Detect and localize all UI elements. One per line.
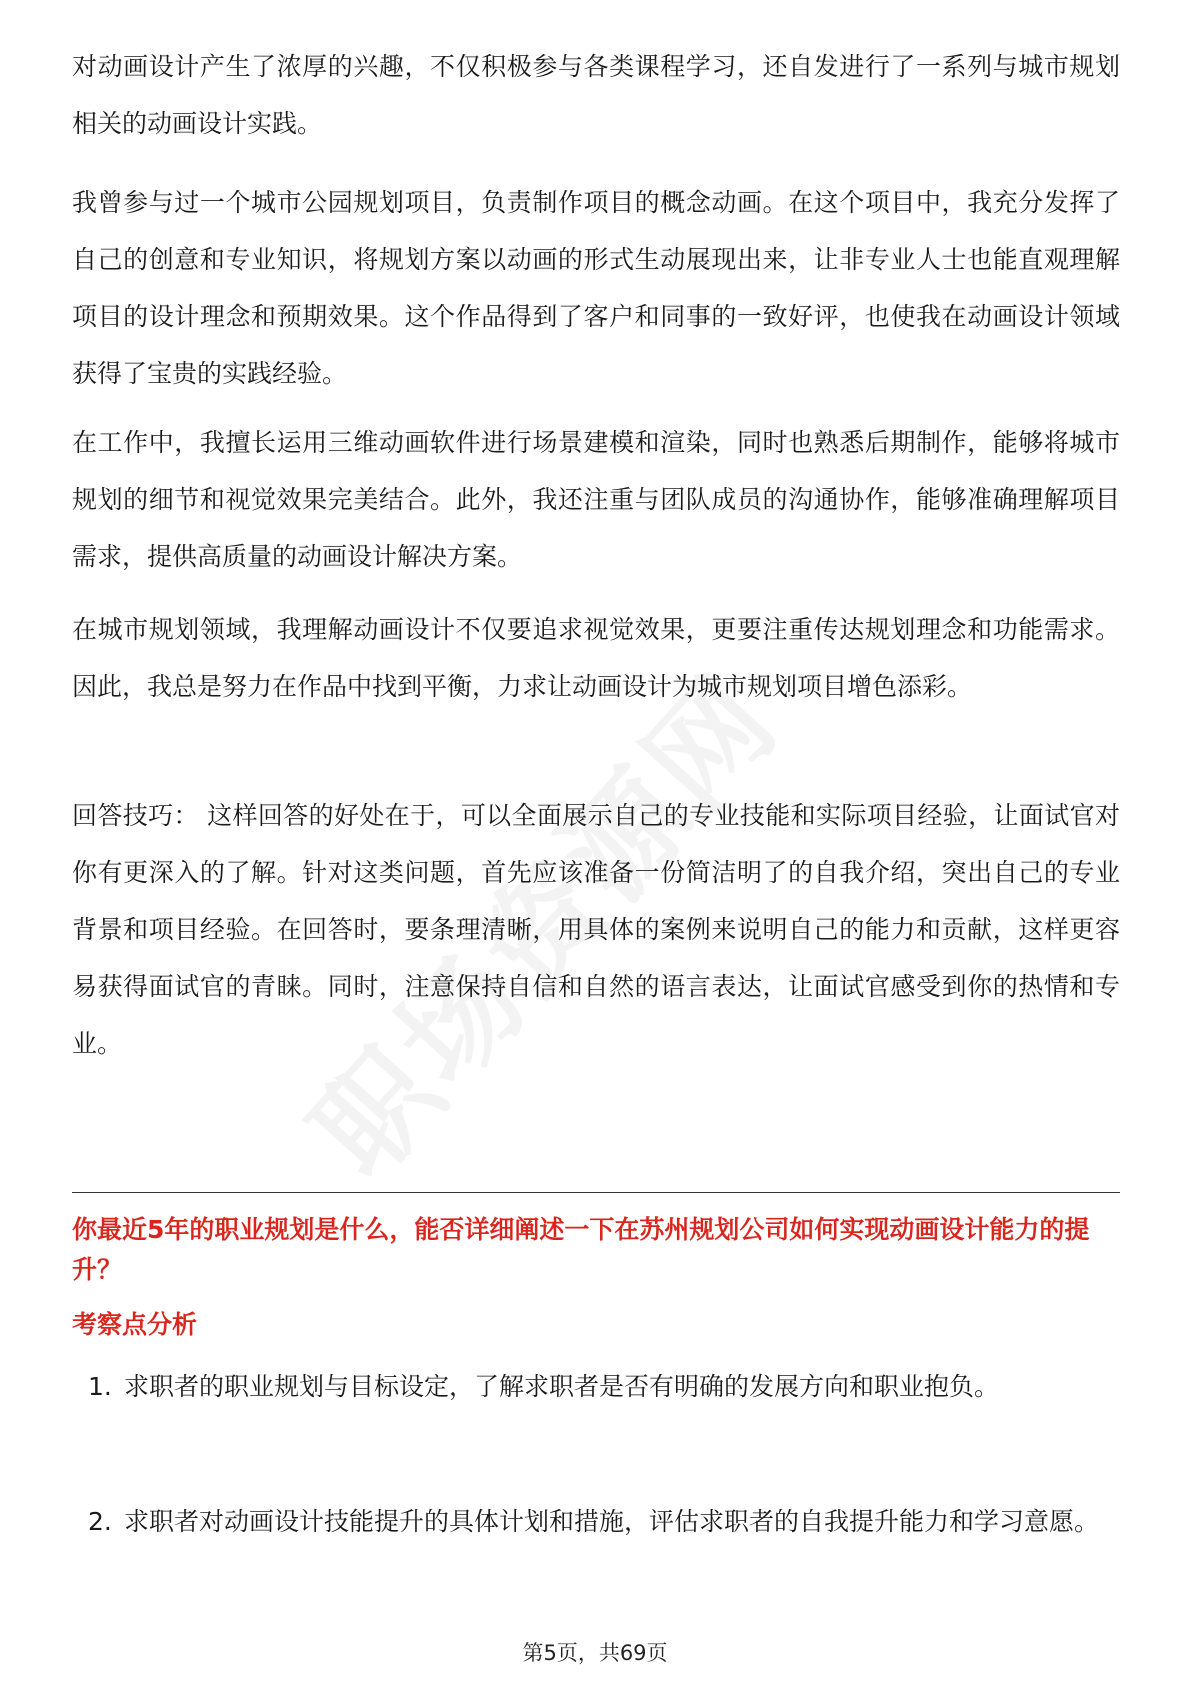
paragraph-interest: 对动画设计产生了浓厚的兴趣，不仅积极参与各类课程学习，还自发进行了一系列与城市规划相关的动画设计实践。 xyxy=(72,52,1120,138)
section-divider xyxy=(72,1192,1120,1193)
section-title: 考察点分析 xyxy=(72,1310,198,1339)
paragraph-park-project: 我曾参与过一个城市公园规划项目，负责制作项目的概念动画。在这个项目中，我充分发挥了自己的创意和专业知识，将规划方案以动画的形式生动展现出来，让非专业人士也能直观理解项目的设计理念和预期效果。这个作品得到了客户和同事的一致好评，也使我在动画设计领域获得了宝贵的实践经验。 xyxy=(72,188,1120,388)
list-item-number: 1. xyxy=(88,1372,112,1401)
list-item-text: 求职者对动画设计技能提升的具体计划和措施，评估求职者的自我提升能力和学习意愿。 xyxy=(124,1507,1100,1536)
list-item-number: 2. xyxy=(88,1507,112,1536)
paragraph-answer-tips: 回答技巧： 这样回答的好处在于，可以全面展示自己的专业技能和实际项目经验，让面试官对你有更深入的了解。针对这类问题，首先应该准备一份简洁明了的自我介绍，突出自己的专业背景和项目经验。在回答时，要条理清晰，用具体的案例来说明自己的能力和贡献，这样更容易获得面试官的青睐。同时，注意保持自信和自然的语言表达，让面试官感受到你的热情和专业。 xyxy=(72,801,1120,1058)
page-footer: 第5页，共69页 xyxy=(522,1641,668,1665)
list-item-text: 求职者的职业规划与目标设定，了解求职者是否有明确的发展方向和职业抱负。 xyxy=(124,1372,1000,1401)
paragraph-work-skills: 在工作中，我擅长运用三维动画软件进行场景建模和渲染，同时也熟悉后期制作，能够将城市规划的细节和视觉效果完美结合。此外，我还注重与团队成员的沟通协作，能够准确理解项目需求，提供高质量的动画设计解决方案。 xyxy=(72,428,1120,571)
interview-question: 你最近5年的职业规划是什么，能否详细阐述一下在苏州规划公司如何实现动画设计能力的提升？ xyxy=(72,1215,1090,1284)
paragraph-urban-planning: 在城市规划领域，我理解动画设计不仅要追求视觉效果，更要注重传达规划理念和功能需求。因此，我总是努力在作品中找到平衡，力求让动画设计为城市规划项目增色添彩。 xyxy=(72,615,1120,701)
